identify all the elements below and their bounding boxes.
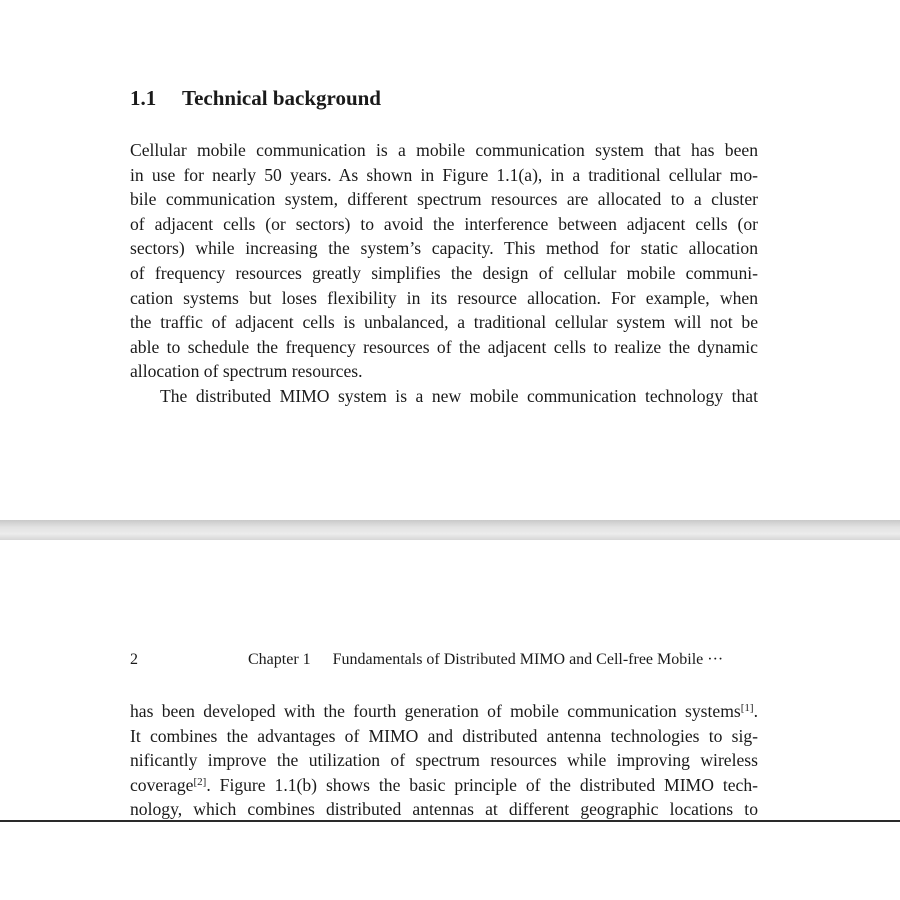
citation-ref[interactable]: [2]	[193, 775, 207, 788]
body-line: nology, which combines distributed antennas at different geographic locations to	[130, 799, 758, 820]
page-number: 2	[130, 651, 138, 668]
body-line: nificantly improve the utilization of spectrum resources while improving wireless	[130, 750, 758, 771]
section-title: Technical background	[182, 86, 381, 110]
body-line: in use for nearly 50 years. As shown in Figure 1.1(a), in a traditional cellular mo-	[130, 164, 758, 185]
running-head	[248, 650, 723, 670]
body-text: coverage	[130, 774, 194, 795]
section-number: 1.1	[130, 86, 157, 110]
body-line: bile communication system, different spectrum resources are allocated to a cluster	[130, 189, 758, 210]
body-text: has been developed with the fourth generation of mobile communication systems	[130, 701, 741, 721]
body-line: The distributed MIMO system is a new mobile communication technology that	[160, 386, 758, 406]
section-heading	[130, 86, 381, 111]
running-head-chapter: Chapter 1	[248, 651, 311, 668]
body-line: Cellular mobile communication is a mobile communication system that has been	[130, 140, 758, 160]
page-separator	[0, 520, 900, 540]
body-line	[130, 699, 758, 724]
body-line: able to schedule the frequency resources of the adjacent cells to realize the dynamic	[130, 336, 758, 357]
body-line	[130, 773, 758, 798]
body-text: .	[753, 701, 758, 721]
body-line: of adjacent cells (or sectors) to avoid the interference between adjacent cells (or	[130, 213, 758, 234]
body-line: sectors) while increasing the system’s capacity. This method for static allocation	[130, 238, 758, 259]
body-text: . Figure 1.1(b) shows the basic principle of the distributed MIMO tech-	[206, 774, 758, 795]
viewport-bottom-edge	[0, 820, 900, 822]
body-line: the traffic of adjacent cells is unbalanced, a traditional cellular system will not be	[130, 312, 758, 333]
body-line: It combines the advantages of MIMO and distributed antenna technologies to sig-	[130, 725, 758, 746]
body-line: of frequency resources greatly simplifies the design of cellular mobile communi-	[130, 263, 758, 283]
body-line: cation systems but loses flexibility in its resource allocation. For example, when	[130, 287, 758, 308]
running-head-title: Fundamentals of Distributed MIMO and Cell-free Mobile ···	[332, 651, 724, 668]
citation-ref[interactable]: [1]	[740, 702, 754, 714]
body-line: allocation of spectrum resources.	[130, 361, 363, 382]
